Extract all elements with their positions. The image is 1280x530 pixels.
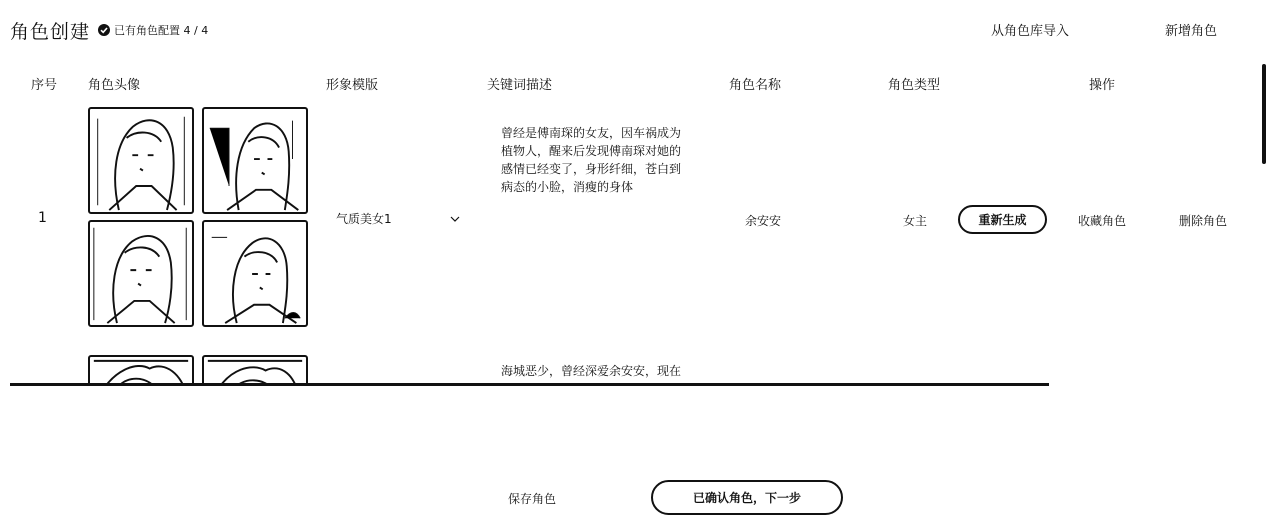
keyword-description[interactable]: 曾经是傅南琛的女友，因车祸成为植物人，醒来后发现傅南琛对她的感情已经变了，身形纤细，苍白到病态的小脸，消瘦的身体 bbox=[501, 126, 682, 194]
avatar-image[interactable] bbox=[88, 220, 194, 327]
avatar-image[interactable] bbox=[202, 220, 308, 327]
template-select-value: 气质美女1 bbox=[336, 212, 392, 226]
avatar-image[interactable] bbox=[88, 355, 194, 384]
import-from-library-button[interactable]: 从角色库导入 bbox=[991, 24, 1070, 39]
column-header-actions: 操作 bbox=[1089, 78, 1116, 93]
add-character-button[interactable]: 新增角色 bbox=[1165, 24, 1218, 39]
config-status-text: 已有角色配置 4 / 4 bbox=[114, 24, 209, 37]
scrollbar-thumb[interactable] bbox=[1262, 64, 1266, 164]
vertical-scrollbar[interactable] bbox=[1258, 60, 1270, 170]
avatar-image[interactable] bbox=[202, 355, 308, 384]
column-header-type: 角色类型 bbox=[888, 78, 941, 93]
column-header-avatar: 角色头像 bbox=[88, 78, 141, 93]
avatar-image[interactable] bbox=[88, 107, 194, 214]
regenerate-button[interactable]: 重新生成 bbox=[958, 205, 1047, 234]
delete-character-button[interactable]: 删除角色 bbox=[1179, 214, 1228, 228]
character-name[interactable]: 余安安 bbox=[745, 214, 782, 228]
table-row bbox=[0, 98, 1260, 340]
collect-character-button[interactable]: 收藏角色 bbox=[1078, 214, 1127, 228]
column-header-template: 形象模版 bbox=[326, 78, 379, 93]
avatar-grid bbox=[88, 107, 310, 327]
character-type[interactable]: 女主 bbox=[903, 214, 928, 228]
keyword-description[interactable]: 海城恶少，曾经深爱余安安，现在 bbox=[501, 364, 682, 378]
page-title: 角色创建 bbox=[10, 21, 91, 43]
table-bottom-divider bbox=[10, 383, 1049, 386]
avatar-grid bbox=[88, 355, 310, 384]
confirm-next-step-button[interactable]: 已确认角色，下一步 bbox=[651, 480, 843, 515]
row-index: 1 bbox=[38, 210, 47, 226]
column-header-name: 角色名称 bbox=[729, 78, 782, 93]
avatar-image[interactable] bbox=[202, 107, 308, 214]
save-character-button[interactable]: 保存角色 bbox=[508, 492, 557, 506]
column-header-keywords: 关键词描述 bbox=[487, 78, 553, 93]
table-row bbox=[0, 346, 1260, 384]
chevron-down-icon bbox=[450, 215, 460, 223]
check-circle-icon bbox=[98, 24, 110, 36]
config-status bbox=[98, 22, 208, 38]
character-table bbox=[0, 98, 1260, 384]
column-header-index: 序号 bbox=[31, 78, 58, 93]
template-select[interactable] bbox=[336, 210, 460, 227]
